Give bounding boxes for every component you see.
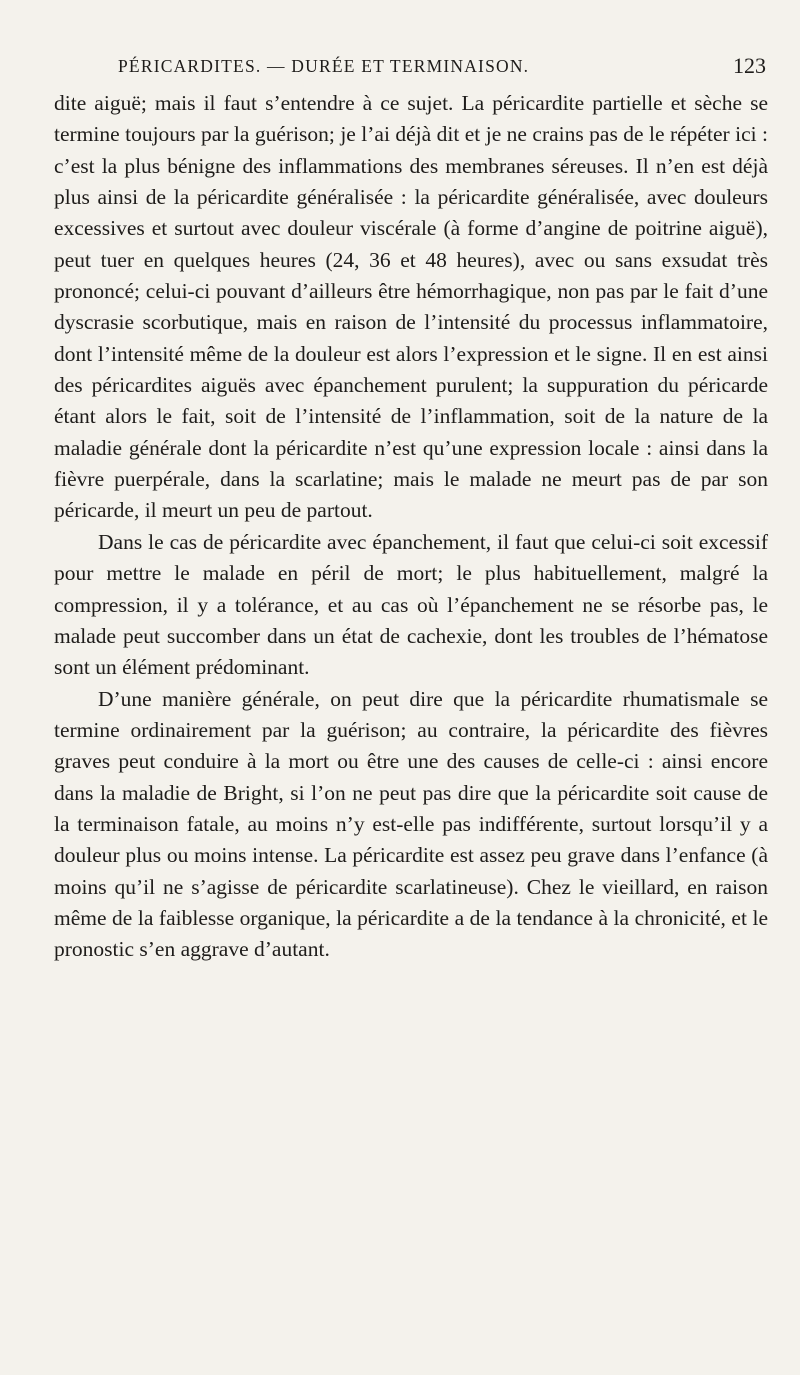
paragraph-continued: dite aiguë; mais il faut s’entendre à ce sujet. La péricardite partielle et sèche se termine toujours par la guérison; je l’ai déjà dit et je ne crains pas de le répéter ici : c’est la plus bénigne des inflammations des membranes séreuses. Il n’en est déjà plus ainsi de la péricardite généralisée : la péricardite généralisée, avec douleurs excessives et surtout avec douleur viscérale (à forme d’angine de poitrine aiguë), peut tuer en quelques heures (24, 36 et 48 heures), avec ou sans exsudat très prononcé; celui-ci pouvant d’ailleurs être hémorrhagique, non pas par le fait d’une dyscrasie scorbutique, mais en raison de l’intensité du processus inflammatoire, dont l’intensité même de la douleur est alors l’expression et le signe. Il en est ainsi des péricardites aiguës avec épanchement purulent; la suppuration du péricarde étant alors le fait, soit de l’intensité de l’inflammation, soit de la nature de la maladie générale dont la péricardite n’est qu’une expression locale : ainsi dans la fièvre puerpérale, dans la scarlatine; mais le malade ne meurt pas de par son péricarde, il meurt un peu de partout.	[54, 91, 768, 523]
page-number: 123	[733, 53, 766, 78]
paragraph: Dans le cas de péricardite avec épanchement, il faut que celui-ci soit excessif pour mettre le malade en péril de mort; le plus habituellement, malgré la compression, il y a tolérance, et au cas où l’épanchement ne se résorbe pas, le malade peut succomber dans un état de cachexie, dont les troubles de l’hématose sont un élément prédominant.	[54, 529, 768, 680]
paragraph: D’une manière générale, on peut dire que la péricardite rhumatismale se termine ordinairement par la guérison; au contraire, la péricardite des fièvres graves peut conduire à la mort ou être une des causes de celle-ci : ainsi encore dans la maladie de Bright, si l’on ne peut pas dire que la péricardite soit cause de la terminaison fatale, au moins n’y est-elle pas indifférente, surtout lorsqu’il y a douleur plus ou moins intense. La péricardite est assez peu grave dans l’enfance (à moins qu’il ne s’agisse de péricardite scarlatineuse). Chez le vieillard, en raison même de la faiblesse organique, la péricardite a de la tendance à la chronicité, et le pronostic s’en aggrave d’autant.	[54, 686, 768, 962]
body-text	[54, 88, 768, 966]
running-head	[54, 53, 766, 86]
running-head-title: PÉRICARDITES. — DURÉE ET TERMINAISON.	[118, 56, 530, 76]
